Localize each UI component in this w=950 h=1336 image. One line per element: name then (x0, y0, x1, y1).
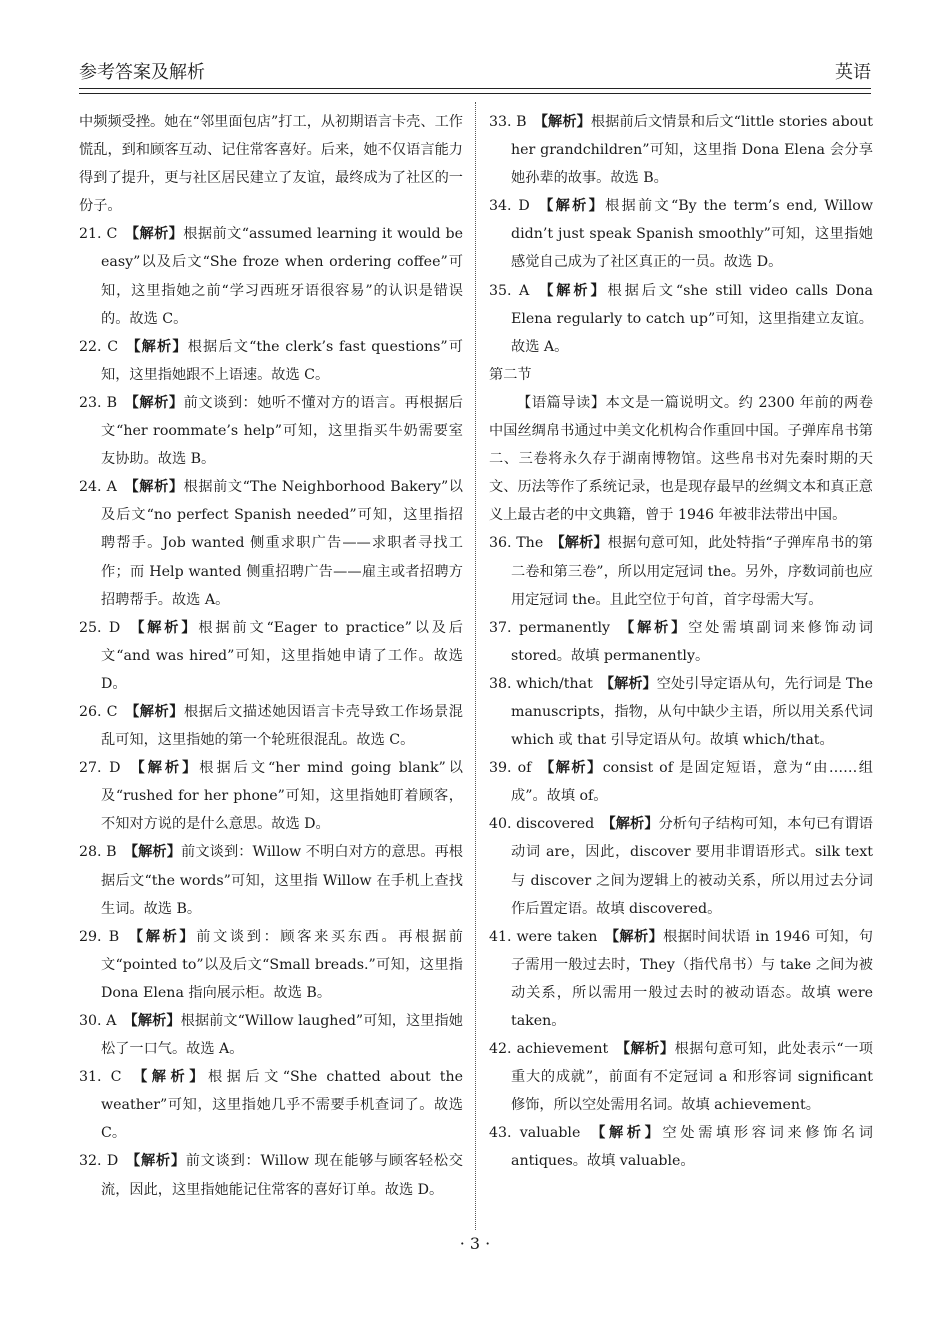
analysis-tag: 【解析】 (587, 1125, 663, 1142)
analysis-text: 前文谈到：Willow 不明白对方的意思。再根据后文“the words”可知，这里指 Willow 在手机上查找生词。故选 B。 (101, 844, 463, 917)
answer-list-right-2 (489, 529, 873, 1175)
analysis-tag: 【解析】 (538, 760, 603, 777)
answer-item (79, 220, 463, 332)
answer-item (79, 923, 463, 1007)
analysis-text: 根据后文“her mind going blank”以及“rushed for her phone”可知，这里指她盯着顾客，不知对方说的是什么意思。故选 D。 (101, 760, 463, 833)
answer-number: 43. valuable (489, 1125, 581, 1142)
answer-number: 40. discovered (489, 816, 595, 833)
analysis-tag: 【解析】 (124, 394, 184, 411)
analysis-tag: 【解析】 (127, 760, 200, 777)
left-column (79, 108, 463, 1204)
analysis-text: 根据时间状语 in 1946 可知，句子需用一般过去时，They（指代帛书）与 take 之间为被动关系，所以需用一般过去时的被动语态。故填 were taken。 (511, 928, 873, 1029)
answer-item (79, 1147, 463, 1203)
answer-item (489, 923, 873, 1035)
answer-item (79, 333, 463, 389)
answer-item (489, 670, 873, 754)
section-title: 第二节 (489, 366, 532, 383)
analysis-tag: 【解析】 (124, 703, 184, 720)
answer-number: 23. B (79, 394, 118, 411)
answer-item (79, 838, 463, 922)
analysis-tag: 【解析】 (128, 1069, 208, 1086)
analysis-tag: 【解析】 (126, 928, 197, 945)
analysis-tag: 【解析】 (533, 114, 591, 130)
answer-item (79, 473, 463, 613)
answer-number: 30. A (79, 1013, 117, 1029)
answer-number: 31. C (79, 1069, 122, 1086)
answer-number: 34. D (489, 198, 530, 215)
page-header (79, 58, 871, 88)
answer-number: 32. D (79, 1153, 119, 1170)
guide-label: 【语篇导读】 (517, 394, 606, 411)
answer-number: 33. B (489, 114, 527, 130)
analysis-tag: 【解析】 (536, 198, 606, 215)
answer-number: 42. achievement (489, 1041, 609, 1058)
answer-item (489, 529, 873, 613)
answer-number: 27. D (79, 760, 121, 777)
header-title: 参考答案及解析 (79, 62, 205, 83)
answer-number: 21. C (79, 226, 118, 243)
answer-item (489, 192, 873, 276)
answer-number: 37. permanently (489, 619, 611, 636)
analysis-tag: 【解析】 (123, 844, 182, 861)
analysis-tag: 【解析】 (617, 619, 689, 636)
analysis-tag: 【解析】 (125, 1153, 186, 1170)
analysis-tag: 【解析】 (123, 479, 184, 496)
analysis-tag: 【解析】 (599, 675, 657, 692)
analysis-text: 根据前文“By the term’s end, Willow didn’t just speak Spanish smoothly”可知，这里指她感觉自己成为了社区真正的一员。故选 D。 (511, 198, 873, 271)
analysis-tag: 【解析】 (604, 928, 664, 945)
analysis-text: 根据后文“she still video calls Dona Elena regularly to catch up”可知，这里指建立友谊。故选 A。 (511, 282, 873, 355)
analysis-text: consist of 是固定短语，意为“由……组成”。故填 of。 (511, 760, 873, 805)
answer-number: 24. A (79, 479, 117, 496)
analysis-tag: 【解析】 (550, 535, 608, 552)
answer-item (489, 810, 873, 922)
column-divider (475, 102, 476, 1230)
analysis-tag: 【解析】 (123, 1013, 181, 1029)
answer-list-left (79, 220, 463, 1203)
answer-number: 38. which/that (489, 675, 593, 692)
analysis-tag: 【解析】 (125, 338, 188, 355)
answer-number: 39. of (489, 760, 532, 777)
answer-item (489, 614, 873, 670)
analysis-text: 分析句子结构可知，本句已有谓语动词 are，因此，discover 要用非谓语形式。silk text 与 discover 之间为逻辑上的被动关系，所以用过去分词作后置定语。故填 discovered。 (511, 816, 873, 917)
analysis-text: 根据前文“Eager to practice”以及后文“and was hired”可知，这里指她申请了工作。故选 D。 (101, 619, 463, 692)
header-rule-thin (79, 93, 871, 94)
answer-item (79, 698, 463, 754)
analysis-text: 根据前文“assumed learning it would be easy”以及后文“She froze when ordering coffee”可知，这里指她之前“学习西班牙语很容易”的认识是错误的。故选 C。 (101, 226, 463, 327)
analysis-text: 前文谈到：Willow 现在能够与顾客轻松交流，因此，这里指她能记住常客的喜好订单。故选 D。 (101, 1153, 463, 1198)
analysis-text: 根据后文“the clerk’s fast questions”可知，这里指她跟不上语速。故选 C。 (101, 338, 463, 383)
guide-text: 本文是一篇说明文。约 2300 年前的两卷中国丝绸帛书通过中美文化机构合作重回中国。子弹库帛书第二、三卷将永久存于湖南博物馆。这些帛书对先秦时期的天文、历法等作了系统记录，也是现存最早的丝绸文本和真正意义上最古老的中文典籍，曾于 1946 年被非法带出中国。 (489, 394, 873, 524)
answer-list-right (489, 108, 873, 361)
header-rule-thick (79, 88, 871, 89)
answer-number: 26. C (79, 703, 118, 720)
page-number: · 3 · (459, 1234, 491, 1253)
answer-item (489, 1119, 873, 1175)
answer-item (489, 277, 873, 361)
analysis-text: 根据前后文情景和后文“little stories about her grandchildren”可知，这里指 Dona Elena 会分享她孙辈的故事。故选 B。 (511, 114, 873, 187)
analysis-text: 根据句意可知，此处特指“子弹库帛书的第二卷和第三卷”，所以用定冠词 the。另外，序数词前也应用定冠词 the。且此空位于句首，首字母需大写。 (511, 535, 873, 608)
answer-number: 22. C (79, 338, 119, 355)
answer-number: 35. A (489, 282, 530, 299)
analysis-text: 根据句意可知，此处表示“一项重大的成就”，前面有不定冠词 a 和形容词 significant 修饰，所以空处需用名词。故填 achievement。 (511, 1041, 873, 1114)
analysis-text: 根据后文“She chatted about the weather”可知，这里指她几乎不需要手机查词了。故选 C。 (101, 1069, 463, 1142)
answer-item (79, 754, 463, 838)
analysis-text: 根据前文“The Neighborhood Bakery”以及后文“no perfect Spanish needed”可知，这里指招聘帮手。Job wanted 侧重求职广告——求职者寻找工作；而 Help wanted 侧重招聘广告——雇主或者招聘方招聘帮手。故选 A。 (101, 479, 463, 608)
analysis-text: 根据后文描述她因语言卡壳导致工作场景混乱可知，这里指她的第一个轮班很混乱。故选 C。 (101, 703, 463, 749)
reading-guide (489, 389, 873, 529)
answer-item (79, 614, 463, 698)
intro-paragraph: 中频频受挫。她在“邻里面包店”打工，从初期语言卡壳、工作慌乱，到和顾客互动、记住常客喜好。后来，她不仅语言能力得到了提升，更与社区居民建立了友谊，最终成为了社区的一份子。 (79, 114, 463, 215)
analysis-tag: 【解析】 (127, 619, 199, 636)
analysis-text: 空处需填副词来修饰动词 stored。故填 permanently。 (511, 619, 873, 664)
analysis-tag: 【解析】 (601, 816, 659, 833)
header-subject: 英语 (835, 62, 871, 83)
answer-number: 29. B (79, 928, 120, 945)
answer-item (79, 389, 463, 473)
answer-number: 41. were taken (489, 928, 598, 945)
analysis-tag: 【解析】 (124, 226, 184, 243)
analysis-text: 根据前文“Willow laughed”可知，这里指她松了一口气。故选 A。 (101, 1013, 463, 1058)
analysis-tag: 【解析】 (536, 282, 608, 299)
answer-number: 28. B (79, 844, 117, 861)
answer-number: 36. The (489, 535, 544, 552)
answer-item (79, 1007, 463, 1063)
analysis-text: 前文谈到：顾客来买东西。再根据前文“pointed to”以及后文“Small breads.”可知，这里指 Dona Elena 指向展示柜。故选 B。 (101, 928, 463, 1001)
analysis-text: 空处需填形容词来修饰名词 antiques。故填 valuable。 (511, 1125, 873, 1170)
right-column (489, 108, 873, 1176)
analysis-text: 前文谈到：她听不懂对方的语言。再根据后文“her roommate’s help”可知，这里指买牛奶需要室友协助。故选 B。 (101, 394, 463, 468)
answer-number: 25. D (79, 619, 121, 636)
answer-item (79, 1063, 463, 1147)
answer-item (489, 108, 873, 192)
answer-item (489, 754, 873, 810)
analysis-text: 空处引导定语从句，先行词是 The manuscripts，指物，从句中缺少主语，所以用关系代词 which 或 that 引导定语从句。故填 which/that。 (511, 675, 873, 749)
answer-item (489, 1035, 873, 1119)
analysis-tag: 【解析】 (615, 1041, 675, 1058)
